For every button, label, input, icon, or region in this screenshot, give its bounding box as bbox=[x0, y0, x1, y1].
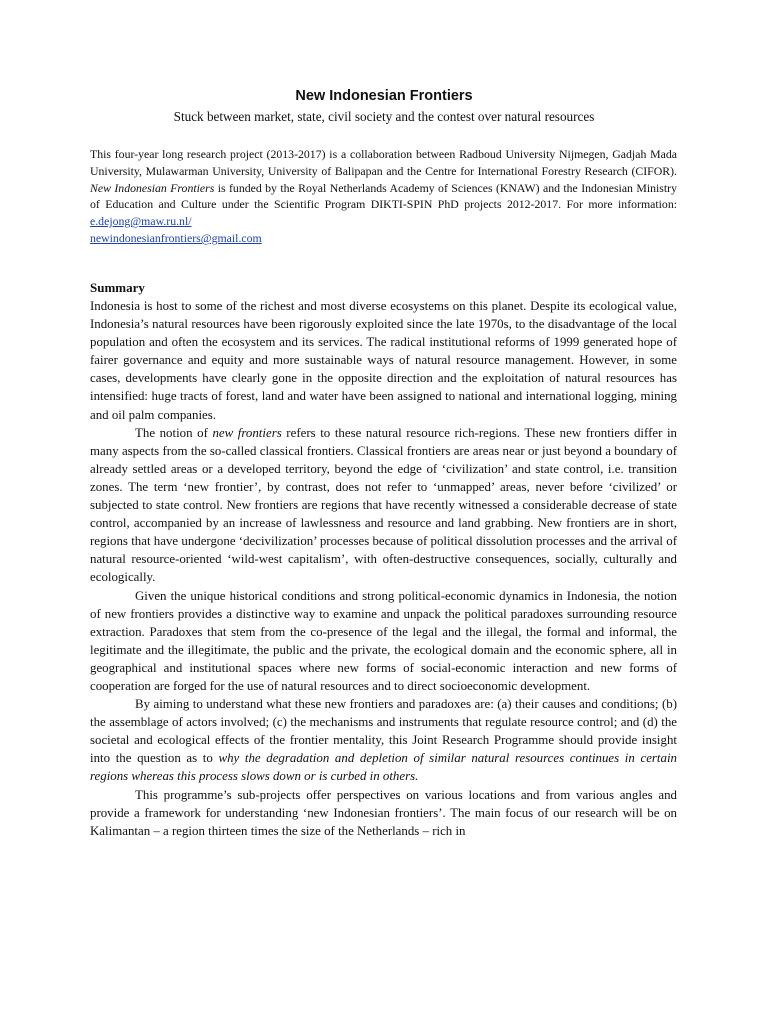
p2-text-end: refers to these natural resource rich-regions. These new frontiers differ in many aspects from the so-called classical frontiers. Classical frontiers are areas near or just beyond a boundary of already settled areas or a developed territory, beyond the edge of ‘civilization’ and state control, i.e. transition zones. The term ‘new frontier’, by contrast, does not refer to ‘unmapped’ areas, never before ‘civilized’ or subjected to state control. New frontiers are regions that have recently witnessed a considerable decrease of state control, accompanied by an increase of lawlessness and resource and land grabbing. New frontiers are in short, regions that have undergone ‘decivilization’ processes because of political dissolution processes and the arrival of natural resource-oriented ‘wild-west capitalism’, with often-destructive consequences, socially, culturally and ecologically. bbox=[90, 425, 677, 585]
summary-heading: Summary bbox=[90, 280, 145, 295]
summary-paragraph-5: This programme’s sub-projects offer perspectives on various locations and from various angles and provide a framework for understanding ‘new Indonesian frontiers’. The main focus of our research will be on Kalimantan – a region thirteen times the size of the Netherlands – rich in bbox=[90, 787, 677, 838]
p4-text-start: By aiming to understand what these new frontiers and paradoxes are: (a) their causes and conditions; (b) the assemblage of actors involved; (c) the mechanisms and instruments that regulate resource control; and (d) the societal and ecological effects of the frontier mentality, this Joint Research Programme should provide insight into the question as to bbox=[90, 697, 677, 766]
document-subtitle: Stuck between market, state, civil society and the contest over natural resources bbox=[173, 109, 595, 124]
p2-text-start: The notion of bbox=[135, 425, 213, 440]
intro-project-name: New Indonesian Frontiers bbox=[90, 180, 215, 195]
summary-paragraph-4 bbox=[90, 695, 677, 785]
summary-body bbox=[90, 297, 677, 840]
p2-italic-term: new frontiers bbox=[212, 425, 282, 440]
intro-text-continued: is funded by the Royal Netherlands Academy of Sciences (KNAW) and the Indonesian Ministry of Education and Culture under the Scientific Program DIKTI-SPIN PhD projects 2012-2017. For more information: bbox=[90, 180, 677, 212]
intro-paragraph bbox=[90, 146, 677, 247]
summary-paragraph-1: Indonesia is host to some of the richest and most diverse ecosystems on this planet. Despite its ecological value, Indonesia’s natural resources have been rigorously exploited since the late 1970s, to the disadvantage of the local population and often the ecosystem and its services. The radical institutional reforms of 1999 generated hope of fairer governance and equity and more sustainable ways of natural resource management. However, in some cases, developments have clearly gone in the opposite direction and the exploitation of natural resources has intensified: huge tracts of forest, land and water have been assigned to national and international logging, mining and oil palm companies. bbox=[90, 299, 677, 422]
email-link-frontiers[interactable]: newindonesianfrontiers@gmail.com bbox=[90, 230, 262, 245]
email-link-dejong[interactable]: e.dejong@maw.ru.nl/ bbox=[90, 214, 192, 229]
document-title: New Indonesian Frontiers bbox=[295, 88, 473, 104]
intro-text: This four-year long research project (2013-2017) is a collaboration between Radboud University Nijmegen, Gadjah Mada University, Mulawarman University, University of Balipapan and the Centre for International Forestry Research (CIFOR). bbox=[90, 147, 677, 178]
summary-paragraph-2 bbox=[90, 424, 677, 587]
p4-research-question: why the degradation and depletion of similar natural resources continues in certain regions whereas this process slows down or is curbed in others. bbox=[90, 751, 677, 784]
summary-paragraph-3: Given the unique historical conditions and strong political-economic dynamics in Indonesia, the notion of new frontiers provides a distinctive way to examine and unpack the political paradoxes surrounding resource extraction. Paradoxes that stem from the co-presence of the legal and the illegal, the formal and informal, the legitimate and the illegitimate, the public and the private, the ecological domain and the economic sphere, all in geographical and institutional spaces where new forms of social-economic interaction and new forms of cooperation are forged for the use of natural resources and to direct socioeconomic development. bbox=[90, 588, 677, 693]
